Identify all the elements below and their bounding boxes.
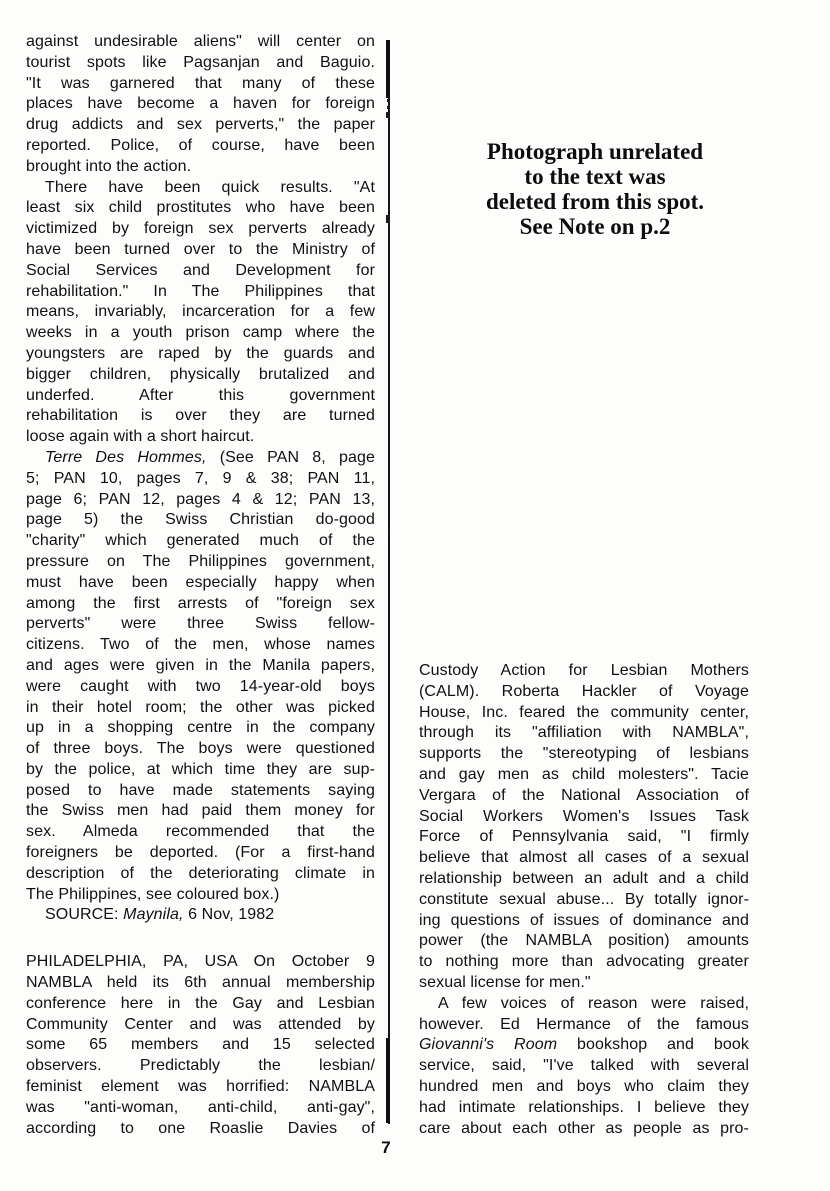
text-line bbox=[419, 1035, 749, 1056]
text-line: pressure on The Philippines government, bbox=[26, 552, 375, 570]
text-line: House, Inc. feared the community center, bbox=[419, 703, 749, 721]
text-line: some 65 members and 15 selected bbox=[26, 1036, 375, 1054]
text-line: supports the "stereotyping of lesbians bbox=[419, 745, 749, 763]
notice-line: to the text was bbox=[524, 164, 666, 189]
notice-line: See Note on p.2 bbox=[519, 214, 671, 239]
text-line: constitute sexual abuse... By totally ignor- bbox=[419, 890, 749, 908]
text-line: to nothing more than advocating greater bbox=[419, 953, 749, 971]
text-line: "charity" which generated much of the bbox=[26, 532, 375, 550]
text-line: brought into the action. bbox=[26, 157, 192, 175]
text-line: rehabilitation." In The Philippines that bbox=[26, 282, 375, 300]
text-line: loose again with a short haircut. bbox=[26, 428, 255, 446]
italic-text-run: Terre Des Hommes, bbox=[45, 448, 207, 466]
italic-text-run: Maynila, bbox=[123, 906, 184, 924]
text-line: must have been especially happy when bbox=[26, 573, 375, 591]
text-run: bookshop and book bbox=[557, 1036, 749, 1054]
text-line: Force of Pennsylvania said, "I firmly bbox=[419, 828, 749, 846]
text-line: in their hotel room; the other was picked bbox=[26, 698, 375, 716]
text-line: means, invariably, incarceration for a few bbox=[26, 303, 375, 321]
text-line bbox=[26, 905, 375, 926]
paragraph bbox=[419, 994, 749, 1140]
text-line: believe that almost all cases of a sexual bbox=[419, 849, 749, 867]
paragraph bbox=[26, 905, 375, 926]
text-line: (CALM). Roberta Hackler of Voyage bbox=[419, 682, 749, 700]
paragraph bbox=[26, 32, 375, 178]
text-line: observers. Predictably the lesbian/ bbox=[26, 1057, 375, 1075]
scan-artifact bbox=[387, 99, 389, 102]
text-line: places have become a haven for foreign bbox=[26, 95, 375, 113]
text-line: foreigners be deported. (For a first-hand bbox=[26, 844, 375, 862]
text-line: against undesirable aliens" will center on bbox=[26, 33, 375, 50]
text-line: tourist spots like Pagsanjan and Baguio. bbox=[26, 53, 375, 71]
text-line: 5; PAN 10, pages 7, 9 & 38; PAN 11, bbox=[26, 469, 375, 487]
text-line: drug addicts and sex perverts," the paper bbox=[26, 116, 375, 134]
text-line: through its "affiliation with NAMBLA", bbox=[419, 724, 749, 742]
paragraph bbox=[26, 178, 375, 448]
text-line: The Philippines, see coloured box.) bbox=[26, 885, 280, 903]
italic-text-run: Giovanni's Room bbox=[419, 1036, 558, 1054]
paragraph bbox=[419, 661, 749, 994]
text-line: ing questions of issues of dominance and bbox=[419, 911, 749, 929]
text-line: the Swiss men had paid them money for bbox=[26, 802, 375, 820]
text-line: hundred men and boys who claim they bbox=[419, 1077, 749, 1095]
text-line: posed to have made statements saying bbox=[26, 781, 375, 799]
text-line: Vergara of the National Association of bbox=[419, 786, 749, 804]
text-line: relationship between an adult and a child bbox=[419, 869, 749, 887]
text-line: up in a shopping centre in the company bbox=[26, 719, 375, 737]
text-line: citizens. Two of the men, whose names bbox=[26, 636, 375, 654]
left-text-column bbox=[26, 32, 375, 1139]
text-line: feminist element was horrified: NAMBLA bbox=[26, 1078, 375, 1096]
scan-artifact bbox=[386, 215, 390, 223]
notice-line: deleted from this spot. bbox=[485, 189, 705, 214]
scan-artifact bbox=[388, 527, 390, 539]
text-run: (See PAN 8, page bbox=[206, 448, 375, 466]
text-line: youngsters are raped by the guards and bbox=[26, 344, 375, 362]
scan-artifact bbox=[386, 112, 390, 118]
text-line: page 5) the Swiss Christian do-good bbox=[26, 511, 375, 529]
text-line: There have been quick results. "At bbox=[45, 178, 375, 196]
paragraph bbox=[26, 952, 375, 1139]
text-line: least six child prostitutes who have been bbox=[26, 199, 375, 217]
right-text-column bbox=[419, 661, 749, 1139]
text-line: Social Services and Development for bbox=[26, 261, 375, 279]
text-line: conference here in the Gay and Lesbian bbox=[26, 994, 375, 1012]
text-line: description of the deteriorating climate in bbox=[26, 864, 375, 882]
text-line: sex. Almeda recommended that the bbox=[26, 823, 375, 841]
text-line bbox=[26, 448, 375, 469]
text-line: power (the NAMBLA position) amounts bbox=[419, 932, 749, 950]
text-line: have been turned over to the Ministry of bbox=[26, 240, 375, 258]
column-divider-thick-bottom bbox=[386, 1038, 390, 1123]
text-line: reported. Police, of course, have been bbox=[26, 136, 375, 154]
text-line: however. Ed Hermance of the famous bbox=[419, 1015, 749, 1033]
text-line: underfed. After this government bbox=[26, 386, 375, 404]
text-line: PHILADELPHIA, PA, USA On October 9 bbox=[26, 953, 375, 971]
column-divider-thick-top bbox=[386, 40, 390, 98]
scan-artifact bbox=[387, 106, 389, 109]
photo-deleted-notice bbox=[428, 139, 762, 239]
text-line: victimized by foreign sex perverts already bbox=[26, 220, 375, 238]
text-line: according to one Roaslie Davies of bbox=[26, 1119, 375, 1137]
text-line: and ages were given in the Manila papers, bbox=[26, 656, 375, 674]
text-line: rehabilitation is over they are turned bbox=[26, 407, 375, 425]
text-line: NAMBLA held its 6th annual membership bbox=[26, 974, 375, 992]
text-line: Community Center and was attended by bbox=[26, 1015, 375, 1033]
column-divider-rule bbox=[388, 40, 390, 1124]
text-line: had intimate relationships. I believe they bbox=[419, 1098, 749, 1116]
text-line: "It was garnered that many of these bbox=[26, 74, 375, 92]
text-run: 6 Nov, 1982 bbox=[183, 906, 275, 924]
text-run: SOURCE: bbox=[45, 906, 124, 924]
text-line: weeks in a youth prison camp where the bbox=[26, 324, 375, 342]
page-number: 7 bbox=[381, 1138, 391, 1157]
text-line: page 6; PAN 12, pages 4 & 12; PAN 13, bbox=[26, 490, 375, 508]
text-line: care about each other as people as pro- bbox=[419, 1119, 749, 1137]
text-line: were caught with two 14-year-old boys bbox=[26, 677, 375, 695]
text-line: bigger children, physically brutalized and bbox=[26, 365, 375, 383]
text-line: perverts" were three Swiss fellow- bbox=[26, 615, 375, 633]
paragraph bbox=[26, 448, 375, 906]
text-line: among the first arrests of "foreign sex bbox=[26, 594, 375, 612]
text-line: Custody Action for Lesbian Mothers bbox=[419, 662, 749, 679]
text-line: A few voices of reason were raised, bbox=[438, 994, 749, 1012]
text-line: service, said, "I've talked with several bbox=[419, 1057, 749, 1075]
text-line: sexual license for men." bbox=[419, 973, 591, 991]
text-line: Social Workers Women's Issues Task bbox=[419, 807, 749, 825]
text-line: was "anti-woman, anti-child, anti-gay", bbox=[26, 1098, 375, 1116]
text-line: of three boys. The boys were questioned bbox=[26, 740, 375, 758]
notice-line: Photograph unrelated bbox=[486, 139, 704, 164]
text-line: by the police, at which time they are sup- bbox=[26, 760, 375, 778]
text-line: and gay men as child molesters". Tacie bbox=[419, 765, 749, 783]
